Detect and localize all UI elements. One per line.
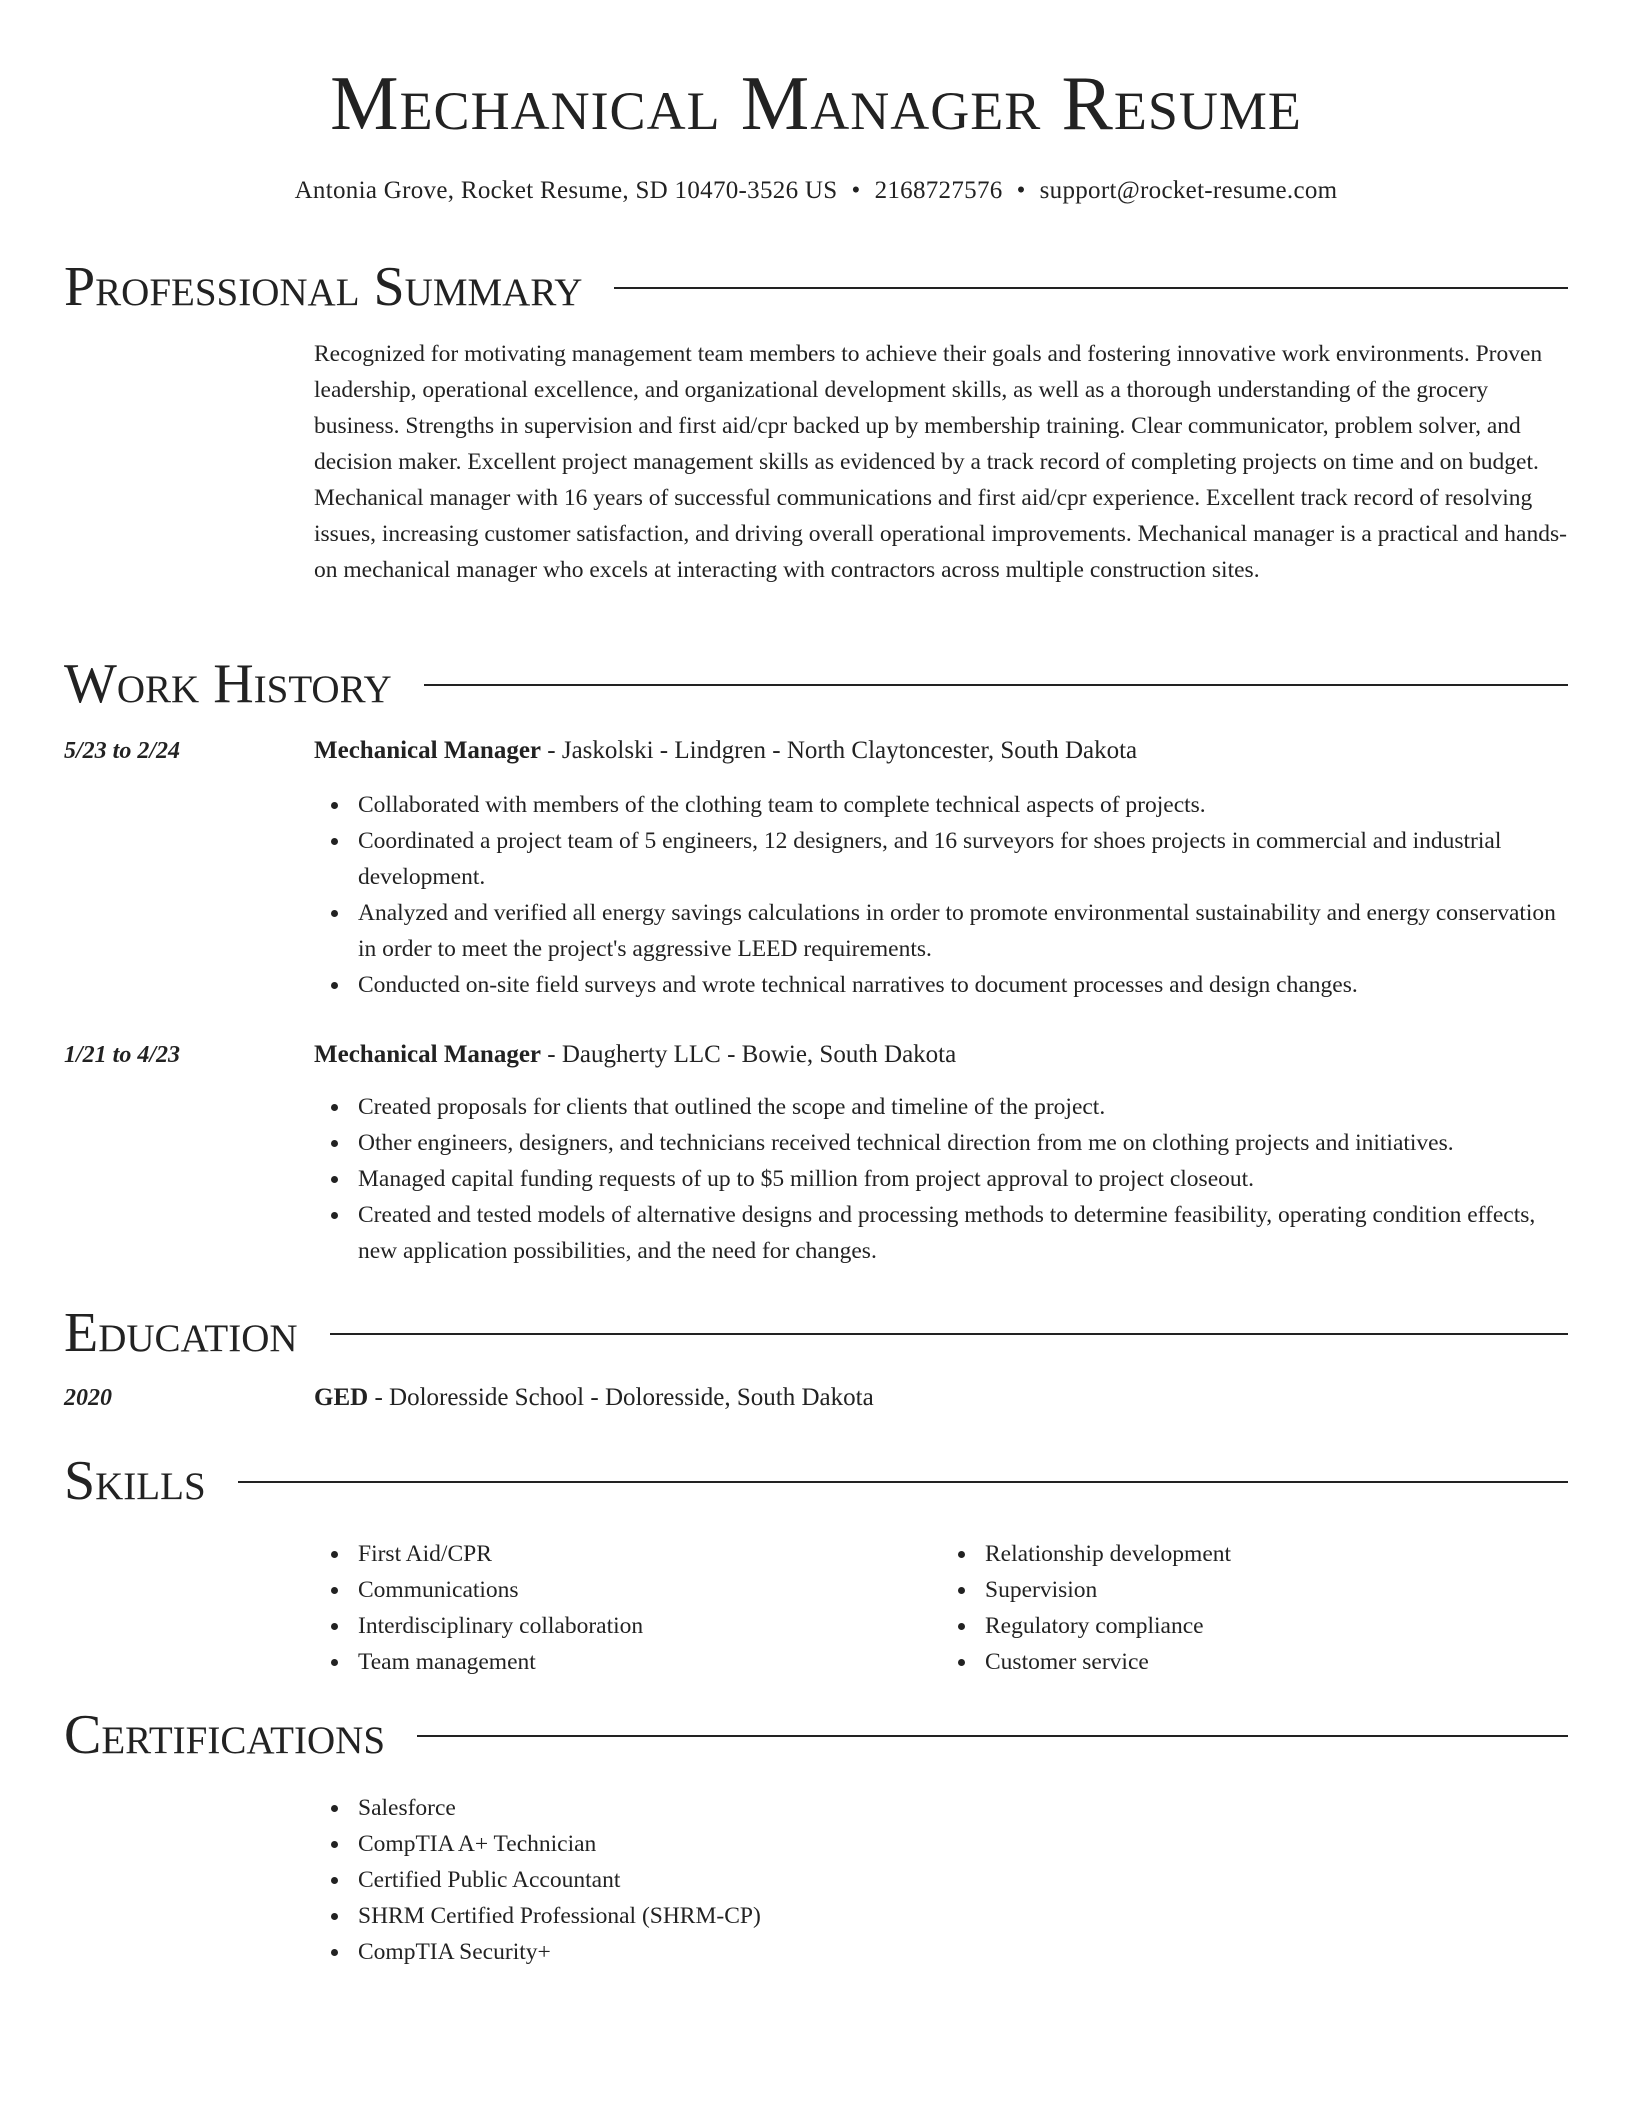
job-title: Mechanical Manager	[314, 737, 542, 764]
certification-item: Certified Public Accountant	[358, 1862, 1568, 1898]
section-divider	[614, 287, 1568, 289]
section-title: Professional Summary	[64, 256, 583, 318]
certification-item: Salesforce	[358, 1790, 1568, 1826]
list-item: Other engineers, designers, and technicians received technical direction from me on clothing projects and initiatives.	[358, 1125, 1568, 1161]
section-header	[64, 1700, 1568, 1770]
resume-title: Mechanical Manager Resume	[330, 60, 1302, 146]
section-header	[64, 649, 1568, 719]
list-item: Managed capital funding requests of up to $5 million from project approval to project closeout.	[358, 1161, 1568, 1197]
job-title: Mechanical Manager	[314, 1041, 542, 1068]
contact-line	[0, 174, 1632, 208]
skill-item: First Aid/CPR	[358, 1536, 941, 1572]
section-title: Education	[64, 1302, 298, 1364]
certifications-list	[314, 1790, 1568, 1970]
section-title: Certifications	[64, 1704, 386, 1766]
section-header	[64, 1298, 1568, 1368]
education-entry	[64, 1380, 1568, 1416]
work-history-section	[64, 649, 1568, 1269]
section-divider	[424, 684, 1568, 686]
section-title: Work History	[64, 653, 392, 715]
certification-item: CompTIA Security+	[358, 1934, 1568, 1970]
contact-email: support@rocket-resume.com	[1039, 177, 1338, 204]
section-divider	[417, 1735, 1568, 1737]
section-divider	[330, 1333, 1568, 1335]
list-item: Coordinated a project team of 5 engineers, 12 designers, and 16 surveyors for shoes projects in commercial and industrial development.	[358, 823, 1568, 895]
section-divider	[238, 1481, 1568, 1483]
list-item: Created and tested models of alternative designs and processing methods to determine feasibility, operating condition effects, new application possibilities, and the need for changes.	[358, 1197, 1568, 1269]
skills-list-left	[314, 1536, 941, 1680]
job-details: - Jaskolski - Lindgren - North Claytoncester, South Dakota	[541, 737, 1138, 764]
list-item: Analyzed and verified all energy savings calculations in order to promote environmental sustainability and energy conservation in order to meet the project's aggressive LEED requirements.	[358, 895, 1568, 967]
skills-list-right	[941, 1536, 1568, 1680]
job-entry	[64, 733, 1568, 1003]
job-bullets	[314, 787, 1568, 1003]
job-entry	[64, 1037, 1568, 1269]
contact-separator: •	[1016, 177, 1026, 204]
education-section	[64, 1298, 1568, 1416]
list-item: Conducted on-site field surveys and wrote technical narratives to document processes and design changes.	[358, 967, 1568, 1003]
certifications-section	[64, 1700, 1568, 1970]
skills-section	[64, 1446, 1568, 1680]
skill-item: Customer service	[985, 1644, 1568, 1680]
certification-item: SHRM Certified Professional (SHRM-CP)	[358, 1898, 1568, 1934]
skill-item: Interdisciplinary collaboration	[358, 1608, 941, 1644]
skill-item: Communications	[358, 1572, 941, 1608]
education-degree: GED	[314, 1384, 369, 1411]
section-header	[64, 252, 1568, 322]
skill-item: Relationship development	[985, 1536, 1568, 1572]
list-item: Created proposals for clients that outlined the scope and timeline of the project.	[358, 1089, 1568, 1125]
certification-item: CompTIA A+ Technician	[358, 1826, 1568, 1862]
section-header	[64, 1446, 1568, 1516]
education-header	[314, 1380, 1568, 1416]
contact-address: Antonia Grove, Rocket Resume, SD 10470-3526 US	[294, 177, 838, 204]
education-year: 2020	[64, 1385, 112, 1411]
skills-grid	[314, 1516, 1568, 1680]
education-details: - Doloresside School - Doloresside, South Dakota	[368, 1384, 874, 1411]
summary-section	[64, 252, 1568, 588]
contact-separator: •	[851, 177, 861, 204]
summary-text: Recognized for motivating management team members to achieve their goals and fostering innovative work environments. Proven leadership, operational excellence, and organizational development skills, as well as a thorough understanding of the grocery business. Strengths in supervision and first aid/cpr backed up by membership training. Clear communicator, problem solver, and decision maker. Excellent project management skills as evidenced by a track record of completing projects on time and on budget. Mechanical manager with 16 years of successful communications and first aid/cpr experience. Excellent track record of resolving issues, increasing customer satisfaction, and driving overall operational improvements. Mechanical manager is a practical and hands-on mechanical manager who excels at interacting with contractors across multiple construction sites.	[314, 341, 1567, 583]
contact-phone: 2168727576	[874, 177, 1003, 204]
job-dates: 1/21 to 4/23	[64, 1042, 181, 1068]
job-header	[314, 733, 1568, 769]
job-bullets	[314, 1089, 1568, 1269]
list-item: Collaborated with members of the clothing team to complete technical aspects of projects.	[358, 787, 1568, 823]
job-header	[314, 1037, 1568, 1073]
skill-item: Supervision	[985, 1572, 1568, 1608]
job-dates: 5/23 to 2/24	[64, 738, 181, 764]
job-details: - Daugherty LLC - Bowie, South Dakota	[541, 1041, 957, 1068]
section-title: Skills	[64, 1450, 206, 1512]
skill-item: Regulatory compliance	[985, 1608, 1568, 1644]
skill-item: Team management	[358, 1644, 941, 1680]
